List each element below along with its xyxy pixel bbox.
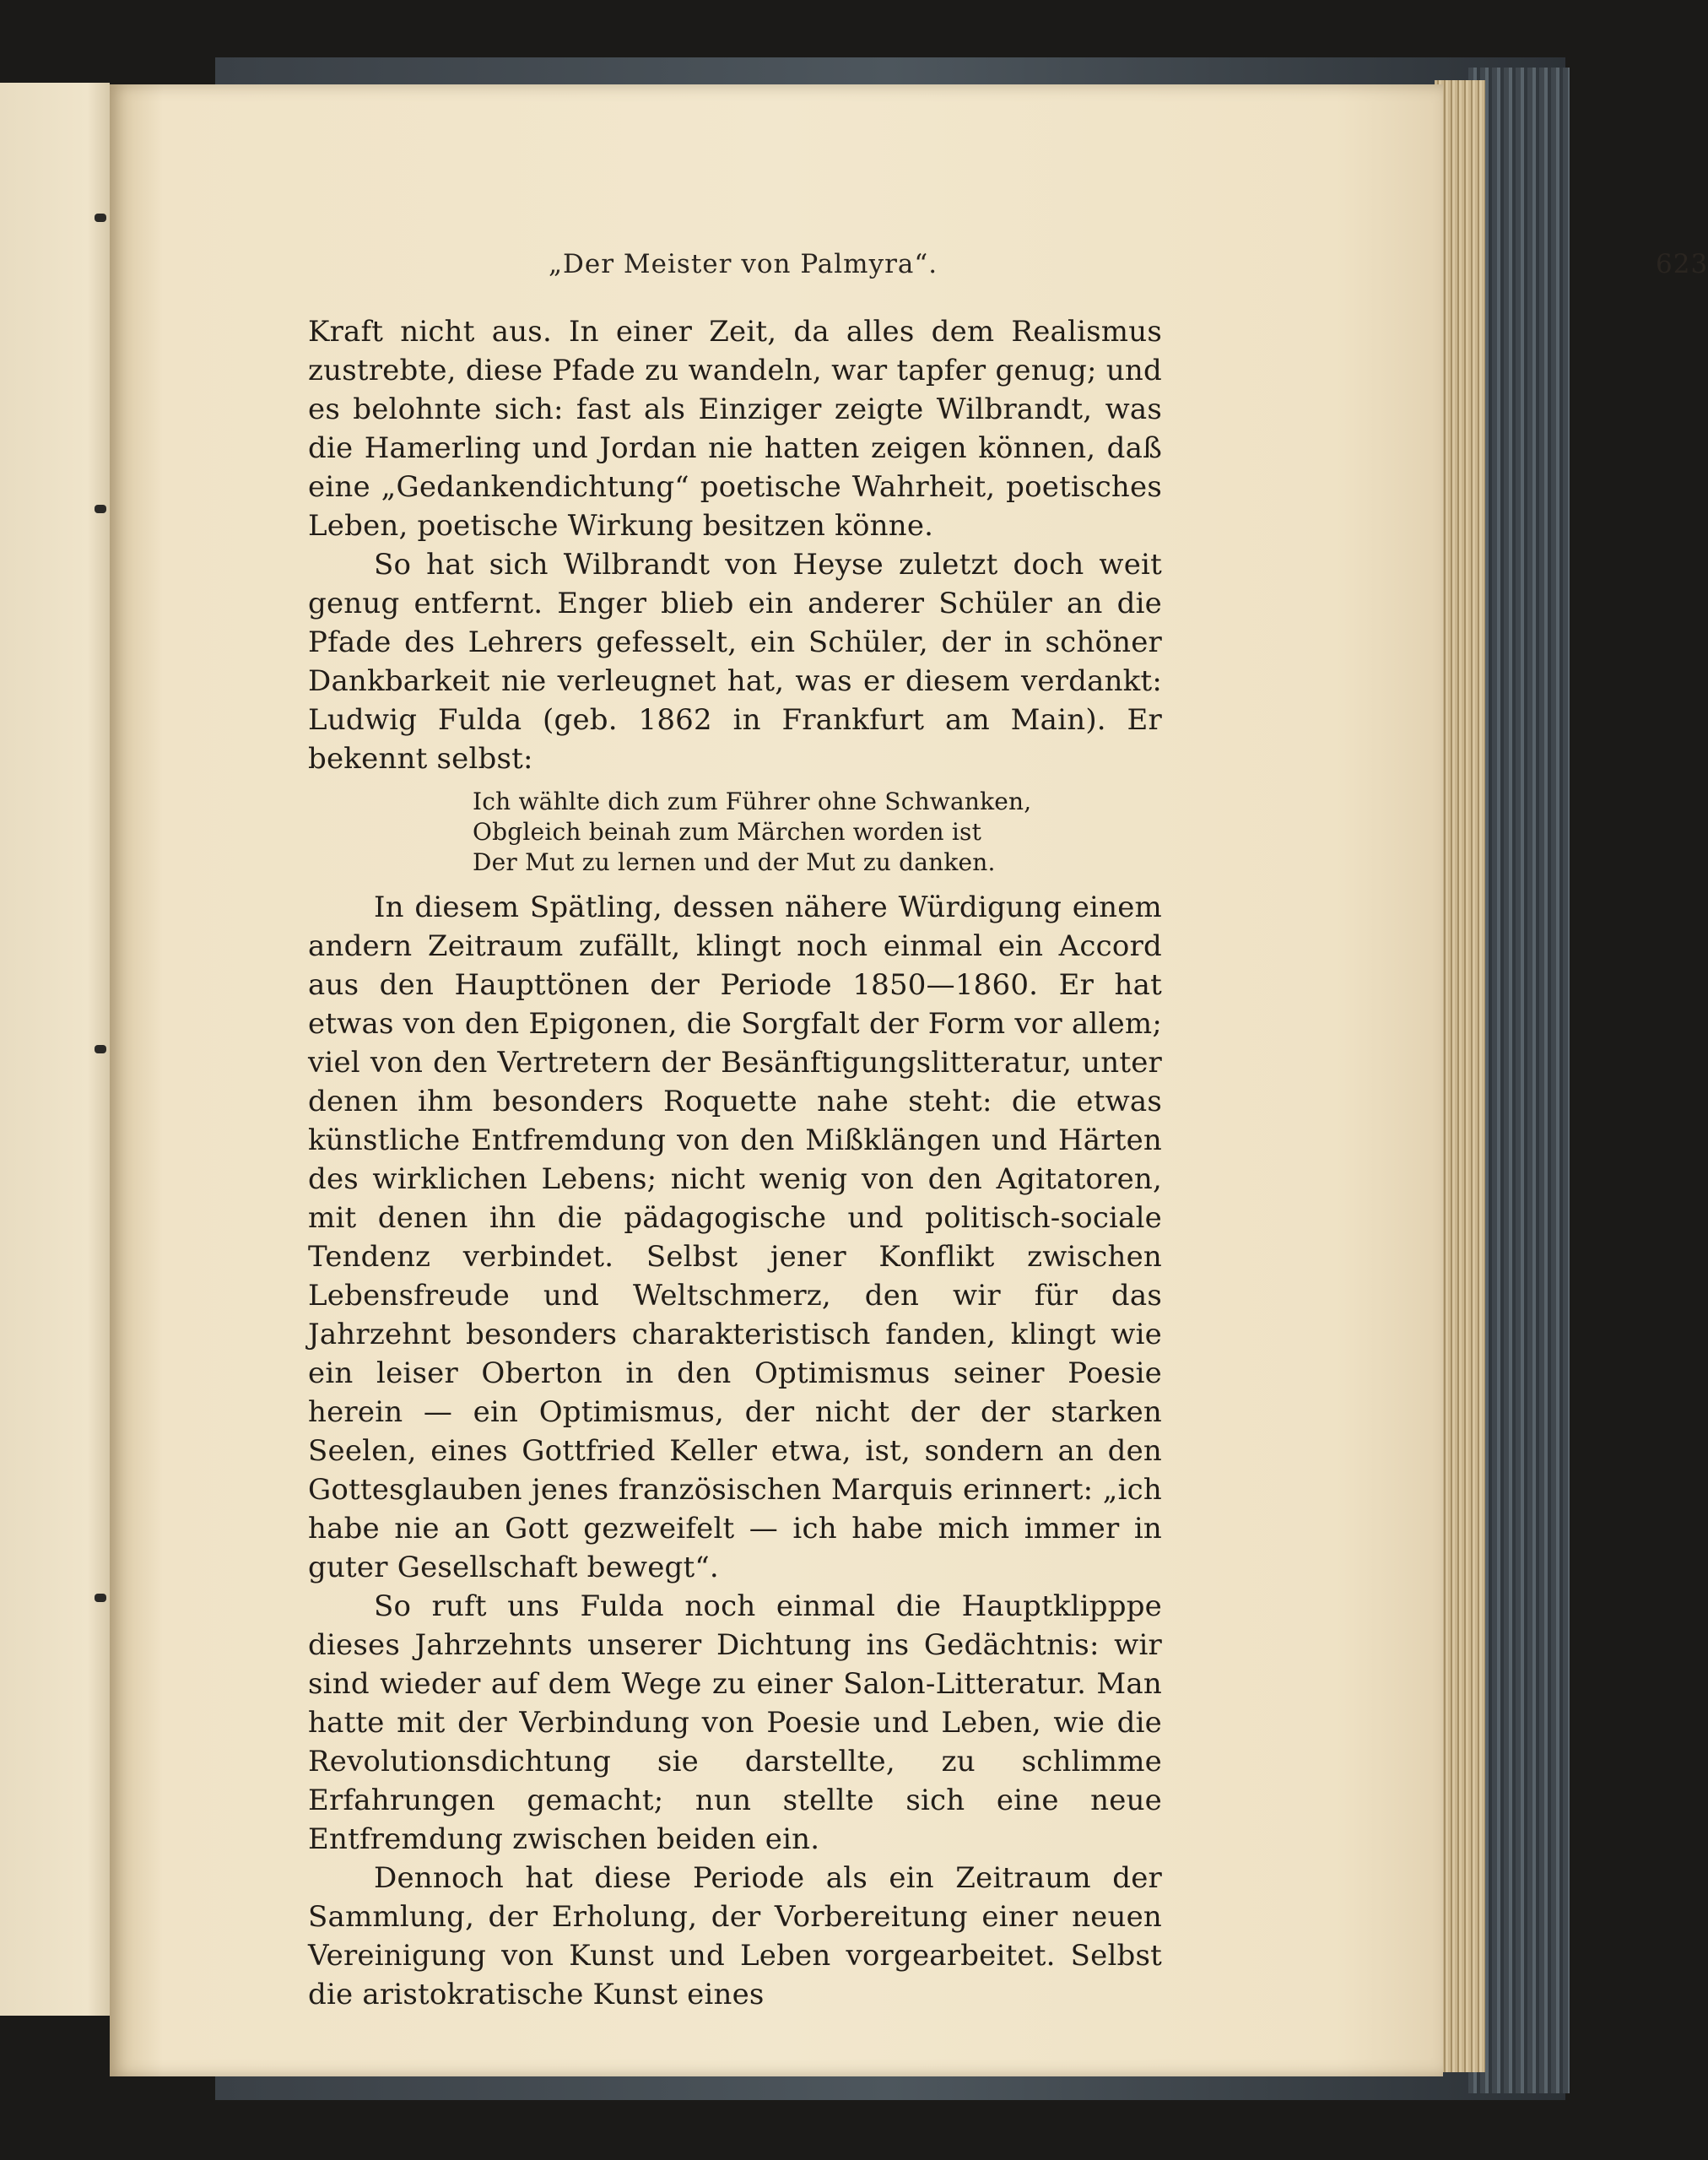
left-page-edge	[0, 83, 110, 2016]
body-text	[308, 312, 1162, 2014]
binding-thread	[95, 1594, 106, 1602]
verse-line: Obgleich beinah zum Märchen worden ist	[473, 818, 982, 846]
page-number: 623	[1656, 249, 1708, 279]
paragraph: Kraft nicht aus. In einer Zeit, da alles dem Realismus zustrebte, diese Pfade zu wandeln, war tapfer genug; und es belohnte sich: fast als Einziger zeigte Wilbrandt, was die Hamerling und Jordan nie hatten zeigen können, daß eine „Gedankendichtung“ poetische Wahrheit, poetisches Leben, poetische Wirkung besitzen könne.	[308, 315, 1162, 543]
running-header	[549, 249, 1708, 291]
running-title: „Der Meister von Palmyra“.	[549, 249, 938, 279]
verse-quote	[473, 787, 1162, 878]
paragraph: In diesem Spätling, dessen nähere Würdigung einem andern Zeitraum zufällt, klingt noch einmal ein Accord aus den Haupttönen der Periode 1850—1860. Er hat etwas von den Epigonen, die Sorgfalt der Form vor allem; viel von den Vertretern der Besänftigungslitteratur, unter denen ihm besonders Roquette nahe steht: die etwas künstliche Entfremdung von den Mißklängen und Härten des wirklichen Lebens; nicht wenig von den Agitatoren, mit denen ihn die pädagogische und politisch-sociale Tendenz verbindet. Selbst jener Konflikt zwischen Lebensfreude und Weltschmerz, den wir für das Jahrzehnt besonders charakteristisch fanden, klingt wie ein leiser Oberton in den Optimismus seiner Poesie herein — ein Optimismus, der nicht der der starken Seelen, eines Gottfried Keller etwa, ist, sondern an den Gottesglauben jenes französischen Marquis erinnert: „ich habe nie an Gott gezweifelt — ich habe mich immer in guter Gesellschaft bewegt“.	[308, 891, 1162, 1584]
binding-thread	[95, 1045, 106, 1053]
verse-line: Ich wählte dich zum Führer ohne Schwanken,	[473, 788, 1032, 815]
binding-thread	[95, 505, 106, 513]
paragraph: So hat sich Wilbrandt von Heyse zuletzt doch weit genug entfernt. Enger blieb ein anderer Schüler an die Pfade des Lehrers gefesselt, ein Schüler, der in schöner Dankbarkeit nie verleugnet hat, was er diesem verdankt: Ludwig Fulda (geb. 1862 in Frankfurt am Main). Er bekennt selbst:	[308, 548, 1162, 776]
paragraph: Dennoch hat diese Periode als ein Zeitraum der Sammlung, der Erholung, der Vorbereitung einer neuen Vereinigung von Kunst und Leben vorgearbeitet. Selbst die aristokratische Kunst eines	[308, 1861, 1162, 2011]
paragraph: So ruft uns Fulda noch einmal die Hauptklipppe dieses Jahrzehnts unserer Dichtung ins Gedächtnis: wir sind wieder auf dem Wege zu einer Salon-Litteratur. Man hatte mit der Verbindung von Poesie und Leben, wie die Revolutionsdichtung sie darstellte, zu schlimme Erfahrungen gemacht; nun stellte sich eine neue Entfremdung zwischen beiden ein.	[308, 1589, 1162, 1856]
verse-line: Der Mut zu lernen und der Mut zu danken.	[473, 848, 996, 876]
binding-thread	[95, 214, 106, 222]
